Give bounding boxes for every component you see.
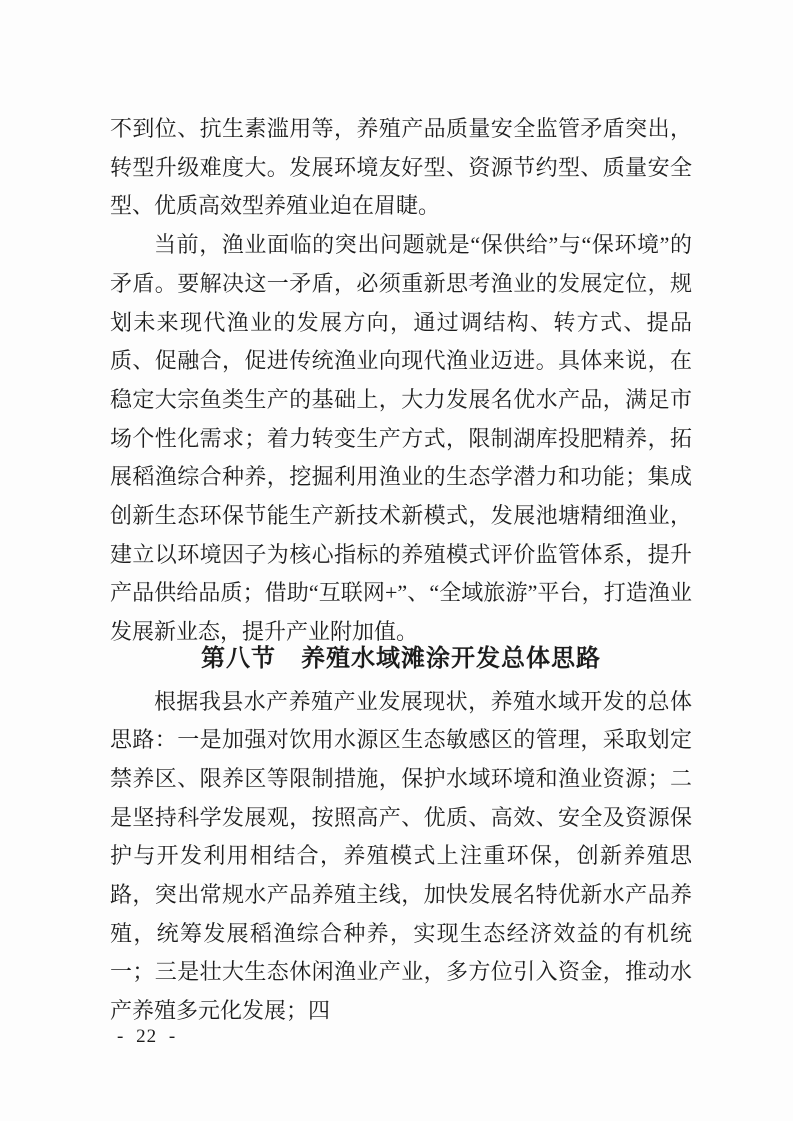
paragraph: 当前，渔业面临的突出问题就是“保供给”与“保环境”的矛盾。要解决这一矛盾，必须重新思考渔业的发展定位，规划未来现代渔业的发展方向，通过调结构、转方式、提品质、促融合，促进传统渔业向现代渔业迈进。具体来说，在稳定大宗鱼类生产的基础上，大力发展名优水产品，满足市场个性化需求；着力转变生产方式，限制湖库投肥精养，拓展稻渔综合种养，挖掘利用渔业的生态学潜力和功能；集成创新生态环保节能生产新技术新模式，发展池塘精细渔业，建立以环境因子为核心指标的养殖模式评价监管体系，提升产品供给品质；借助“互联网+”、“全域旅游”平台，打造渔业发展新业态，提升产业附加值。: [110, 232, 692, 645]
document-content: [110, 110, 692, 1031]
section-heading: 第八节 养殖水域滩涂开发总体思路: [201, 645, 601, 672]
page-footer: [117, 1026, 176, 1048]
paragraph: 根据我县水产养殖产业发展现状，养殖水域开发的总体思路：一是加强对饮用水源区生态敏感区的管理，采取划定禁养区、限养区等限制措施，保护水域环境和渔业资源；二是坚持科学发展观，按照高产、优质、高效、安全及资源保护与开发利用相结合，养殖模式上注重环保，创新养殖思路，突出常规水产品养殖主线，加快发展名特优新水产品养殖，统筹发展稻渔综合种养，实现生态经济效益的有机统一；三是壮大生态休闲渔业产业，多方位引入资金，推动水产养殖多元化发展；四: [110, 688, 692, 1024]
page-number: - 22 -: [117, 1026, 177, 1047]
paragraph: 不到位、抗生素滥用等，养殖产品质量安全监管矛盾突出，转型升级难度大。发展环境友好型、资源节约型、质量安全型、优质高效型养殖业迫在眉睫。: [110, 116, 692, 219]
